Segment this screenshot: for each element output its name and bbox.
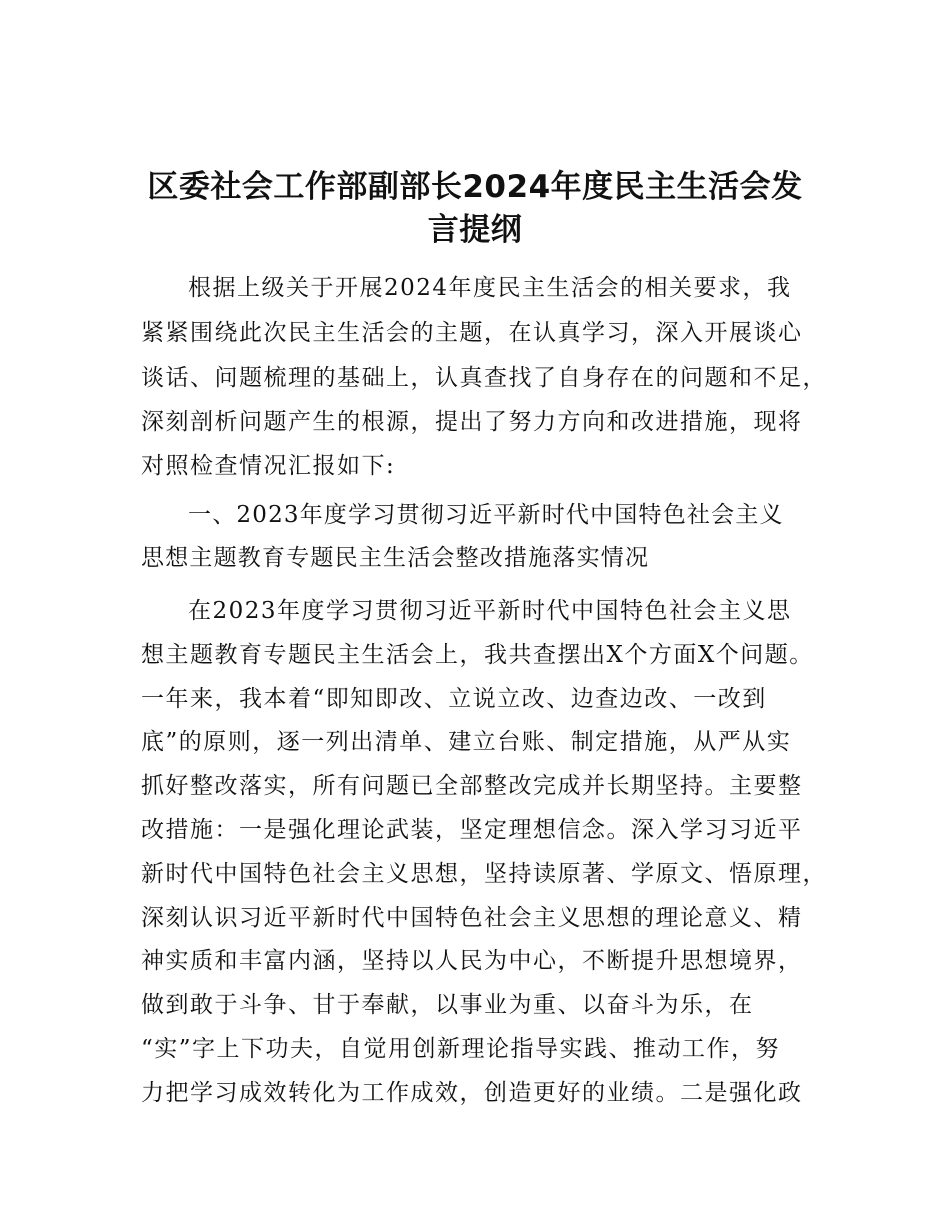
body-line: 深刻认识习近平新时代中国特色社会主义思想的理论意义、精 (141, 905, 803, 931)
intro-line: 紧紧围绕此次民主生活会的主题，在认真学习，深入开展谈心 (141, 320, 803, 346)
body-line: 改措施：一是强化理论武装，坚定理想信念。深入学习习近平 (141, 817, 803, 843)
intro-line: 谈话、问题梳理的基础上，认真查找了自身存在的问题和不足， (141, 365, 827, 391)
title-line: 区委社会工作部副部长2024年度民主生活会发 (147, 169, 803, 205)
body-line: 想主题教育专题民主生活会上，我共查摆出X个方面X个问题。 (141, 642, 814, 668)
body-line: 神实质和丰富内涵，坚持以人民为中心，不断提升思想境界， (141, 948, 803, 974)
body-line: 一年来，我本着“即知即改、立说立改、边查边改、一改到 (141, 686, 767, 712)
body-line: 在2023年度学习贯彻习近平新时代中国特色社会主义思 (188, 598, 792, 624)
title-line: 言提纲 (427, 212, 523, 248)
body-line: “实”字上下功夫，自觉用创新理论指导实践、推动工作，努 (141, 1036, 781, 1062)
intro-line: 对照检查情况汇报如下: (141, 453, 396, 479)
body-line: 新时代中国特色社会主义思想，坚持读原著、学原文、悟原理， (141, 861, 827, 887)
intro-line: 根据上级关于开展2024年度民主生活会的相关要求，我 (188, 275, 792, 301)
section-heading-line: 思想主题教育专题民主生活会整改措施落实情况 (141, 545, 650, 571)
document-title (140, 166, 810, 252)
section-heading-line: 一、2023年度学习贯彻习近平新时代中国特色社会主义 (188, 502, 784, 528)
body-line: 抓好整改落实，所有问题已全部整改完成并长期坚持。主要整 (141, 773, 803, 799)
body-line: 力把学习成效转化为工作成效，创造更好的业绩。二是强化政 (141, 1080, 803, 1106)
body-line: 做到敢于斗争、甘于奉献，以事业为重、以奋斗为乐，在 (141, 992, 754, 1018)
intro-line: 深刻剖析问题产生的根源，提出了努力方向和改进措施，现将 (141, 409, 803, 435)
body-line: 底”的原则，逐一列出清单、建立台账、制定措施，从严从实 (141, 729, 792, 755)
